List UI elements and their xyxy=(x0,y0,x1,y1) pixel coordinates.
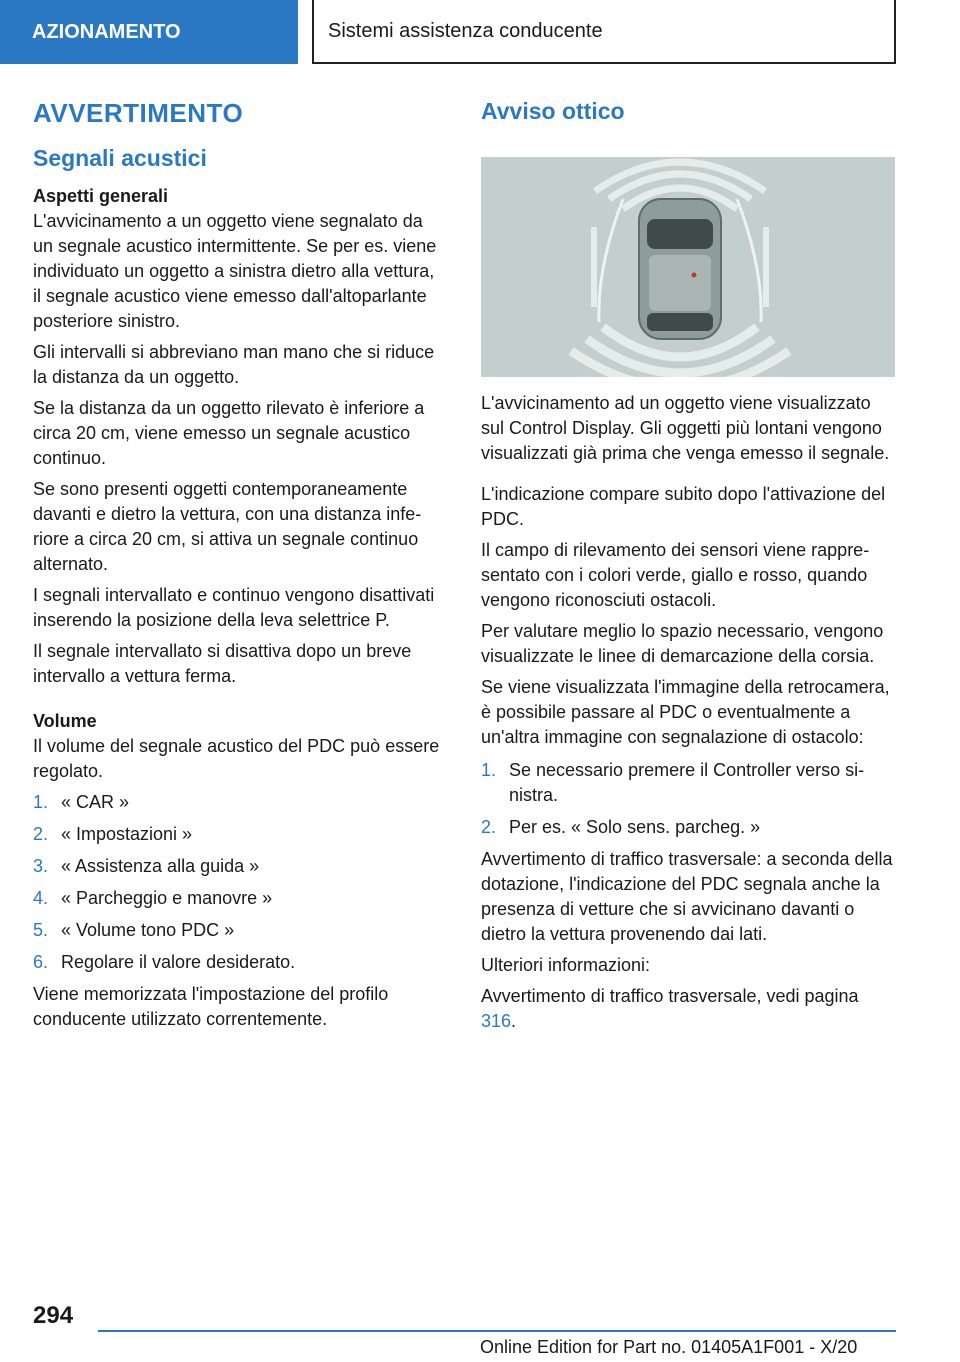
controller-steps xyxy=(481,758,895,840)
list-item xyxy=(33,950,447,975)
page-link[interactable]: 316 xyxy=(481,1011,512,1031)
section-heading-optical: Avviso ottico xyxy=(481,98,625,124)
list-item xyxy=(481,758,895,808)
step-text: Se necessario premere il Controller verso sinistra. xyxy=(509,760,865,805)
paragraph: L'indicazione compare subito dopo l'attivazione del PDC. xyxy=(481,484,886,529)
edition-label: Online Edition for Part no. 01405A1F001 - X/20 xyxy=(480,1337,858,1357)
paragraph: Avvertimento di traffico trasversale: a seconda della dotazione, l'indicazione del PDC segnala anche la presenza di vetture che si avvicinano davanti o dietro la vettura provenendo dai lati. xyxy=(481,849,893,944)
paragraph: I segnali intervallato e continuo vengono disattivati inserendo la posizione della leva selettrice P. xyxy=(33,585,435,630)
section-heading-acoustic: Segnali acustici xyxy=(33,145,207,171)
step-text: Regolare il valore desiderato. xyxy=(61,952,296,972)
paragraph: Se sono presenti oggetti contemporaneamente davanti e dietro la vettura, con una distanza inferiore a circa 20 cm, si attiva un segnale continuo alternato. xyxy=(33,479,422,574)
paragraph: Viene memorizzata l'impostazione del profilo conducente utilizzato correntemente. xyxy=(33,984,389,1029)
step-number: 1. xyxy=(481,760,497,780)
step-text: « CAR » xyxy=(61,792,130,812)
step-number: 4. xyxy=(33,888,49,908)
paragraph: Il segnale intervallato si disattiva dopo un breve intervallo a vettura ferma. xyxy=(33,641,412,686)
cross-reference xyxy=(481,984,895,1034)
step-number: 2. xyxy=(33,824,49,844)
step-number: 6. xyxy=(33,952,49,972)
step-number: 5. xyxy=(33,920,49,940)
step-number: 1. xyxy=(33,792,49,812)
step-text: « Volume tono PDC » xyxy=(61,920,235,940)
step-text: « Impostazioni » xyxy=(61,824,193,844)
general-heading: Aspetti generali xyxy=(33,186,169,206)
step-text: Per es. « Solo sens. parcheg. » xyxy=(509,817,761,837)
list-item xyxy=(33,822,447,847)
warning-heading: AVVERTIMENTO xyxy=(33,98,244,128)
paragraph: Se la distanza da un oggetto rilevato è inferiore a circa 20 cm, viene emesso un segnale acustico continuo. xyxy=(33,398,425,468)
pdc-illustration xyxy=(481,157,895,377)
right-column xyxy=(481,98,895,1040)
volume-heading: Volume xyxy=(33,711,97,731)
paragraph: Il volume del segnale acustico del PDC può essere regolato. xyxy=(33,736,440,781)
paragraph: L'avvicinamento ad un oggetto viene visualizzato sul Control Display. Gli oggetti più lontani vengono visualizzati già prima che venga emesso il segnale. xyxy=(481,393,890,463)
step-number: 2. xyxy=(481,817,497,837)
footer-divider xyxy=(98,1330,896,1332)
paragraph: Ulteriori informazioni: xyxy=(481,955,651,975)
list-item xyxy=(33,918,447,943)
section-tab: AZIONAMENTO xyxy=(0,0,298,64)
list-item xyxy=(33,854,447,879)
paragraph: Per valutare meglio lo spazio necessario, vengono visualizzate le linee di demarcazione della corsia. xyxy=(481,621,884,666)
page-number: 294 xyxy=(33,1302,74,1329)
volume-steps xyxy=(33,790,447,975)
car-top-view-pdc-icon xyxy=(481,157,895,377)
list-item xyxy=(481,815,895,840)
chapter-title: Sistemi assistenza conducente xyxy=(312,0,896,64)
list-item xyxy=(33,886,447,911)
reference-text: Avvertimento di traffico trasversale, vedi pagina xyxy=(481,986,859,1006)
step-number: 3. xyxy=(33,856,49,876)
step-text: « Parcheggio e manovre » xyxy=(61,888,273,908)
paragraph: L'avvicinamento a un oggetto viene segnalato da un segnale acustico intermittente. Se per es. viene individuato un oggetto a sinistra dietro alla vettura, il segnale acustico viene emesso dall'altoparlante posteriore sinistro. xyxy=(33,211,437,331)
left-column xyxy=(33,98,447,1038)
paragraph: Se viene visualizzata l'immagine della retrocamera, è possibile passare al PDC o eventualmente a un'altra immagine con segnalazione di ostacolo: xyxy=(481,677,890,747)
list-item xyxy=(33,790,447,815)
reference-end: . xyxy=(511,1011,517,1031)
paragraph: Gli intervalli si abbreviano man mano che si riduce la distanza da un oggetto. xyxy=(33,342,435,387)
paragraph: Il campo di rilevamento dei sensori viene rappresentato con i colori verde, giallo e rosso, quando vengono riconosciuti ostacoli. xyxy=(481,540,870,610)
step-text: « Assistenza alla guida » xyxy=(61,856,260,876)
